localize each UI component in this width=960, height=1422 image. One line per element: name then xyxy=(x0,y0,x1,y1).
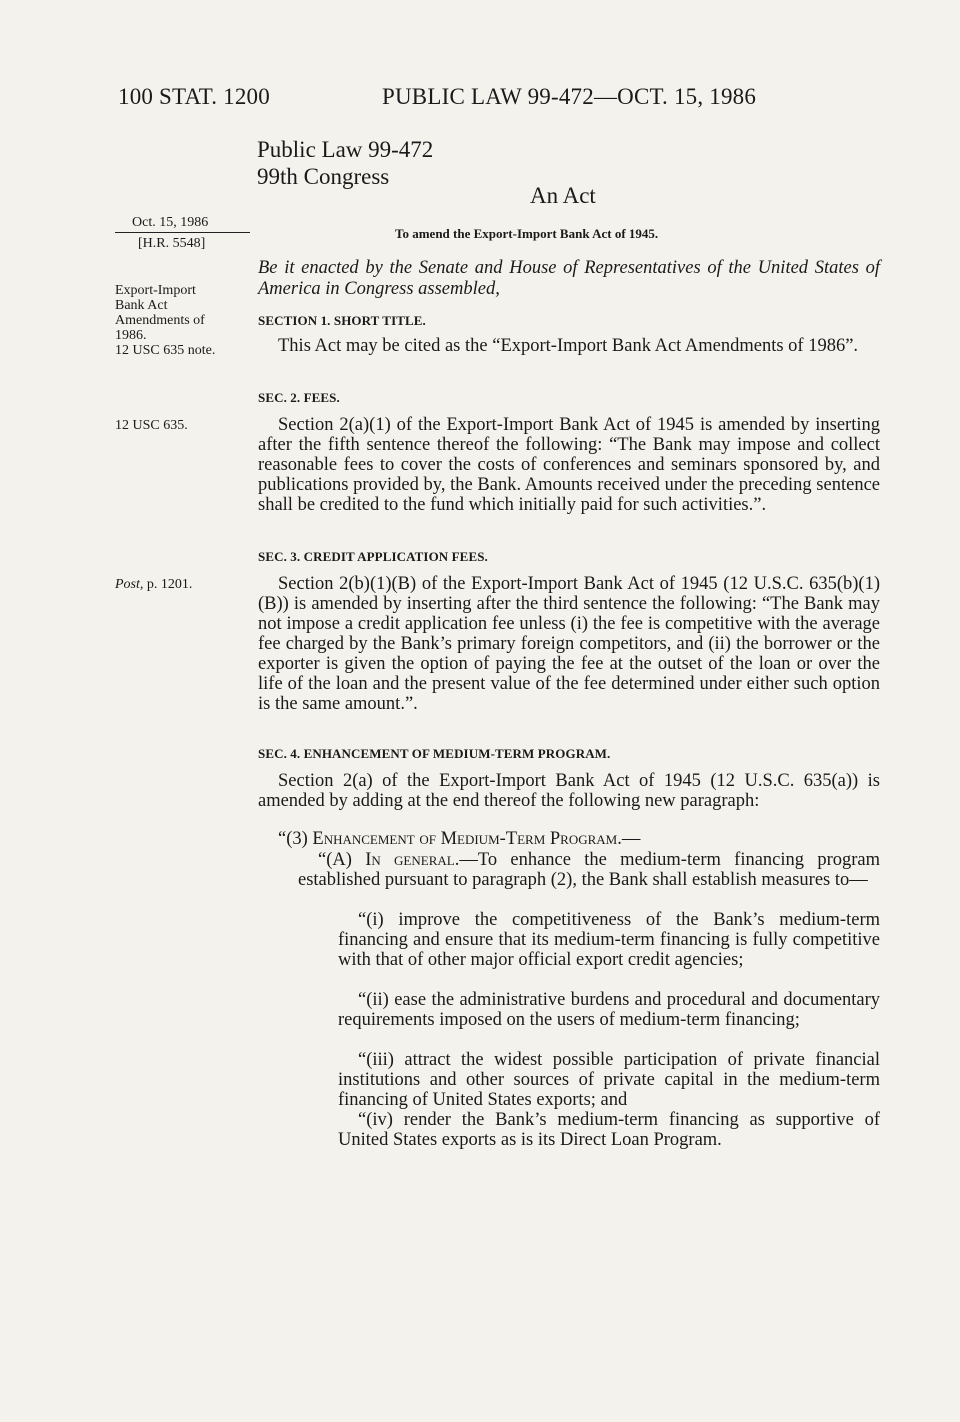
section-4-text: Section 2(a) of the Export-Import Bank Act of 1945 (12 U.S.C. 635(a)) is amended by adding at the end thereof the following new paragraph: xyxy=(258,771,880,811)
running-header: PUBLIC LAW 99-472—OCT. 15, 1986 xyxy=(382,84,757,109)
section-1-heading: SECTION 1. SHORT TITLE. xyxy=(258,313,426,328)
subparagraph-a-text: —To enhance the medium-term financing program established pursuant to paragraph (2), the Bank shall establish measures to— xyxy=(298,850,880,890)
margin-bill-number: [H.R. 5548] xyxy=(138,236,206,251)
clause-iv: “(iv) render the Bank’s medium-term financing as supportive of United States exports as is its Direct Loan Program. xyxy=(338,1110,880,1150)
paragraph-3-heading: “(3) Enhancement of Medium-Term Program.— xyxy=(278,829,641,849)
clause-i: “(i) improve the competitiveness of the Bank’s medium-term financing and ensure that its medium-term financing is fully competitive with that of other major official export credit agencies; xyxy=(338,910,880,970)
margin-rule xyxy=(115,232,250,233)
section-4-heading: SEC. 4. ENHANCEMENT OF MEDIUM-TERM PROGRAM. xyxy=(258,746,611,761)
margin-short-title-note xyxy=(115,283,215,358)
enacting-clause: Be it enacted by the Senate and House of Representatives of the United States of America in Congress assembled, xyxy=(258,258,880,299)
margin-note-line: 12 USC 635 note. xyxy=(115,343,216,358)
subparagraph-a xyxy=(298,850,880,890)
margin-note-line: Bank Act xyxy=(115,298,168,313)
section-3-text: Section 2(b)(1)(B) of the Export-Import Bank Act of 1945 (12 U.S.C. 635(b)(1)(B)) is amended by inserting after the third sentence the following: “The Bank may not impose a credit application fee unless (i) the fee is competitive with the average fee charged by the Bank’s primary foreign competitors, and (ii) the borrower or the exporter is given the option of paying the fee at the outset of the loan or over the life of the loan and the present value of the fee determined under either such option is the same amount.”. xyxy=(258,574,880,714)
section-2-text: Section 2(a)(1) of the Export-Import Bank Act of 1945 is amended by inserting after the fifth sentence thereof the following: “The Bank may impose and collect reasonable fees to cover the costs of conferences and seminars sponsored by, and publications provided by, the Bank. Amounts received under the preceding sentence shall be credited to the fund which initially paid for such activities.”. xyxy=(258,415,880,515)
margin-post-label: Post, xyxy=(115,577,144,592)
section-3-heading: SEC. 3. CREDIT APPLICATION FEES. xyxy=(258,549,488,564)
subparagraph-a-label: “(A) In general. xyxy=(318,850,460,870)
public-law-title xyxy=(257,136,433,190)
margin-note-line: 1986. xyxy=(115,328,147,343)
margin-date: Oct. 15, 1986 xyxy=(132,215,209,230)
clause-iii: “(iii) attract the widest possible participation of private financial institutions and other sources of private capital in the medium-term financing of United States exports; and xyxy=(338,1050,880,1110)
congress-number: 99th Congress xyxy=(257,164,390,189)
margin-post-page: p. 1201. xyxy=(146,577,193,592)
purpose-line: To amend the Export-Import Bank Act of 1945. xyxy=(395,226,659,241)
section-1-text: This Act may be cited as the “Export-Import Bank Act Amendments of 1986”. xyxy=(278,336,859,356)
margin-note-line: Amendments of xyxy=(115,313,205,328)
margin-note-line: Export-Import xyxy=(115,283,196,298)
clause-ii: “(ii) ease the administrative burdens and procedural and documentary requirements imposed on the users of medium-term financing; xyxy=(338,990,880,1030)
margin-usc-cite: 12 USC 635. xyxy=(115,418,188,433)
section-2-heading: SEC. 2. FEES. xyxy=(258,390,340,405)
an-act-heading: An Act xyxy=(530,183,596,208)
stat-page-number: 100 STAT. 1200 xyxy=(118,84,270,109)
margin-post-cite xyxy=(115,577,192,592)
public-law-number: Public Law 99-472 xyxy=(257,137,434,162)
